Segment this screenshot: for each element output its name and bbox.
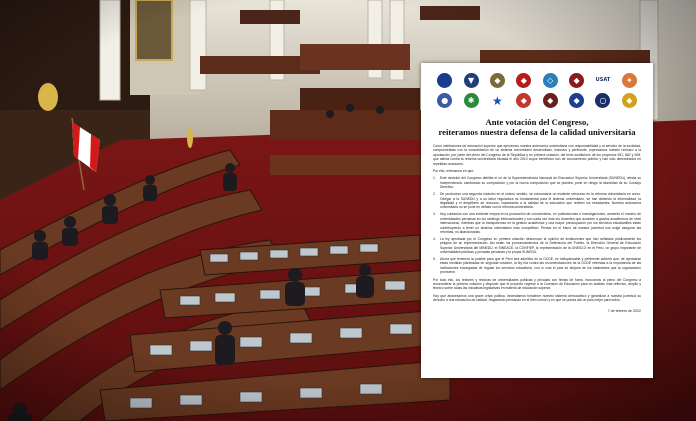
eagle-crest-icon: ▼ <box>464 73 479 88</box>
university-crest-icon <box>437 73 452 88</box>
list-item: 5. Ahora que tenemos la posible para que el Perú sea admitido en la OCDE, es indispensable y pertinente advertir que, de aprobarse estas medidas planteadas en segunda votación, la ley iría contra las recomendaciones de la OCDE referidas a la importancia de las instituciones encargadas de regular los servicios educativos, con lo cual el país se alejaría de los estándares que la organización promueve. <box>433 256 641 275</box>
shield-crest-icon: ◆ <box>490 73 505 88</box>
statement-closing-1: Por todo ello, los rectores y rectoras de universidades públicas y privadas con firmas de fuera, invocamos al pleno del Congreso a reconsiderar la primera votación y disponer que el proyecto regrese a la Comisión de Educación para un análisis más reflexivo, amplio y técnico sobre todas las iniciativas legislativas en materia de educación superior. <box>433 277 641 291</box>
statement-title-line2: reiteramos nuestra defensa de la calidad universitaria <box>438 127 636 137</box>
list-item: 4. La ley aprobada por el Congreso en primera votación desconoce la opinión de instituciones que han señalado públicamente los peligros de su implementación. Así están los pronunciamientos de la Defensoría del Pueblo, la Dirección General de Educación Superior Universitaria del MINEDU, el SINEACE, la CONFIEP, la representación de la UNESCO en el Perú, un grupo importante de universidades públicas y privadas peruanas y la propia SUNEDU. <box>433 236 641 255</box>
statement-list-intro: Por ello, reiteramos en que: <box>433 169 475 174</box>
gear-crest-icon: ✱ <box>464 93 479 108</box>
circle-seal-icon: ● <box>437 93 452 108</box>
shield-crest-icon: ◆ <box>543 93 558 108</box>
statement-points <box>433 176 641 274</box>
diamond-logo-icon: ◇ <box>543 73 558 88</box>
statement-closing-2: Hoy que atravesamos una grave crisis política, necesitamos fortalecer nuestro sistema democrático y garantizar a nuestra juventud su derecho a una educación de calidad. Hagámoslo pensando en el bien común y en que se pueda dar un país mejor para todos. <box>433 293 641 303</box>
shield-crest-icon: ◆ <box>516 73 531 88</box>
list-item: 3. Hoy contamos con una evidente mejora en la producción de conocimiento, en publicaciones e investigaciones, aumentó el número de universidades peruanas en los rankings internacionales y son cada vez más los docentes que acceden a grados académicos de nivel internacional, mientras que la transparencia en la gestión académica y una mayor preocupación por los servicios estudiantiles están contribuyendo a tener un sistema universitario más competitivo. Pensar en el futuro de nuestra juventud nos exige asegurar las reformas, no abandonarlas. <box>433 212 641 234</box>
statement-title <box>433 117 641 137</box>
list-item: 2. De producirse una segunda votación en el mismo sentido, se consumaría un evidente retroceso en la reforma universitaria en curso. Otorgar a la SUNEDU y a su labor reguladora es fundamental para el sistema universitario, se han detenido la informalidad, la ilegalidad y el despilfarro de recursos, impactando a la calidad de la educación que reciben los estudiantes. Nuestra autonomía universitaria no se pone en debate con la reforma universitaria. <box>433 192 641 210</box>
shield-crest-icon: ◆ <box>569 73 584 88</box>
shield-crest-icon: ◆ <box>622 93 637 108</box>
statement-intro: Como instituciones de educación superior que ejercemos nuestra autonomía universitaria con responsabilidad y al servicio de la sociedad, comprometidas con la consolidación de un sistema universitario desarrollado, inclusivo y pertinente, expresamos nuestro rechazo a la aprobación, por parte del pleno del Congreso de la República y en primera votación, del texto sustitutorio de los proyectos 951, 882 y 908, que atenta contra la reforma universitaria iniciada el año 2014 cuyos beneficios son de conocimiento público y han sido demostrados en repetidas ocasiones. <box>433 144 641 166</box>
statement-title-line1: Ante votación del Congreso, <box>485 117 589 127</box>
star-crest-icon: ★ <box>490 93 505 108</box>
university-logos <box>433 73 641 108</box>
shield-crest-icon: ◆ <box>569 93 584 108</box>
statement-document <box>421 63 653 378</box>
ring-seal-icon: ○ <box>595 93 610 108</box>
list-item: 1. Este decisión del Congreso debilita el rol de la Superintendencia Nacional de Educación Superior Universitaria (SUNEDU), afecta su independencia, cambiando su composición y por la nueva composición que se plantea, pone en riesgo la idoneidad de su Consejo Directivo. <box>433 176 641 190</box>
usat-logo-icon: USAT <box>594 73 612 88</box>
shield-crest-icon: ◆ <box>516 93 531 108</box>
statement-date: 7 de febrero de 2022 <box>607 308 641 313</box>
seal-crest-icon: ✦ <box>622 73 637 88</box>
